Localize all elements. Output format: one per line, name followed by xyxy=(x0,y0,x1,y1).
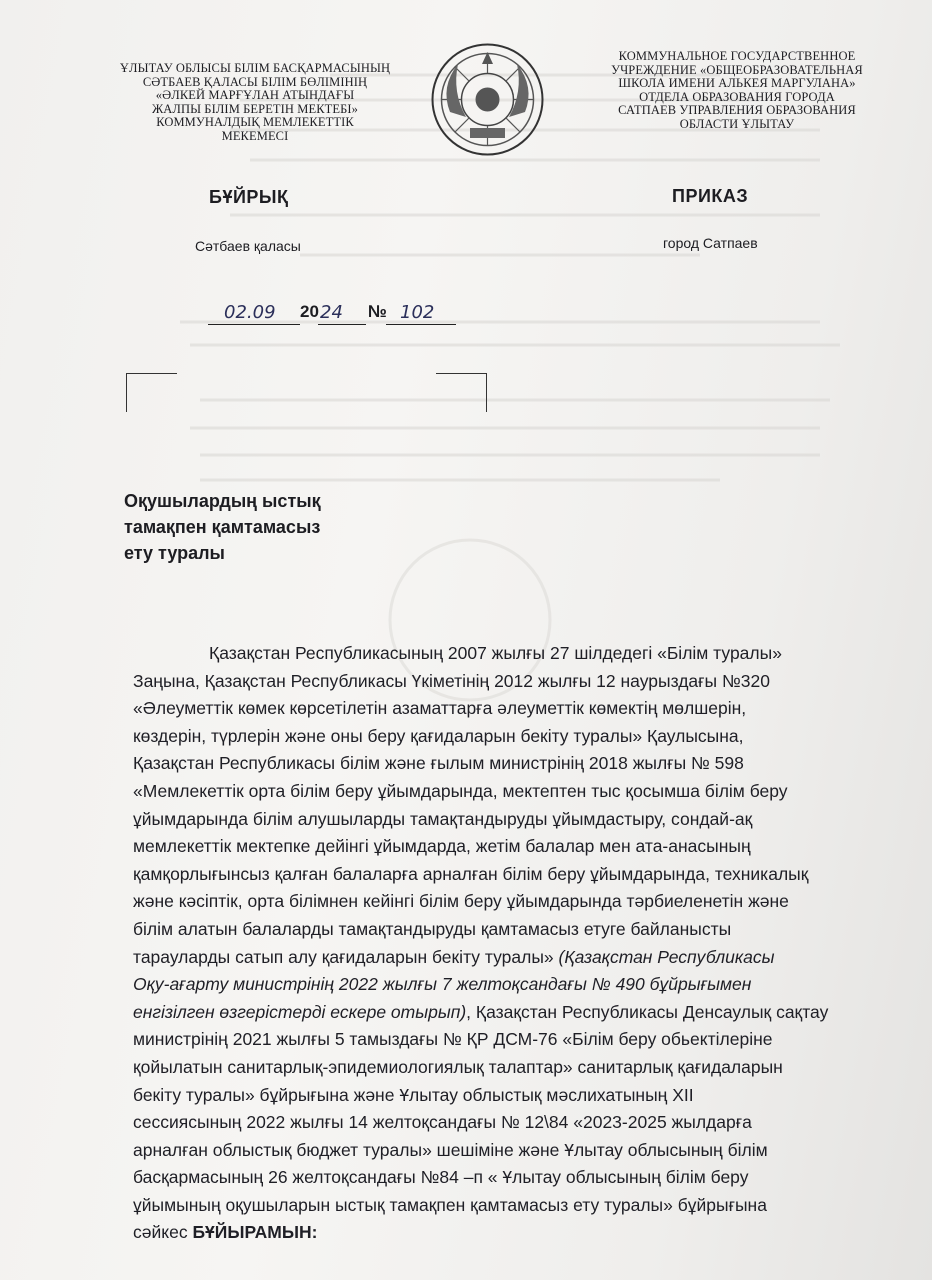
body-line: ұйымының оқушыларын ыстық тамақпен қамтамасыз ету туралы» бұйрығына xyxy=(133,1194,767,1215)
body-line: Қазақстан Республикасы білім және ғылым министрінің 2018 жылғы № 598 xyxy=(133,753,744,774)
body-line: білім алатын балаларды тамақтандыруды қамтамасыз етуге байланысты xyxy=(133,918,732,939)
body-text: сәйкес xyxy=(133,1222,193,1243)
state-emblem-icon xyxy=(430,42,545,157)
body-line: Қазақстан Республикасының 2007 жылғы 27 шілдедегі «Білім туралы» xyxy=(209,643,782,663)
header-ru-line: ОТДЕЛА ОБРАЗОВАНИЯ ГОРОДА xyxy=(639,89,835,104)
header-kz-line: МЕКЕМЕСІ xyxy=(221,128,289,143)
left-corner-bracket xyxy=(126,373,177,412)
body-line: «Әлеуметтік көмек көрсетілетін азаматтарға әлеуметтік көмектің мөлшерін, xyxy=(133,698,747,719)
order-subject xyxy=(124,488,384,566)
body-italic-text: (Қазақстан Республикасы xyxy=(558,946,775,967)
city-kz: Сәтбаев қаласы xyxy=(195,238,301,254)
subject-line: ету туралы xyxy=(124,543,225,563)
subject-line: Оқушылардың ыстық xyxy=(124,491,321,511)
body-line: қамқорлығынсыз қалған балаларға арналған білім беру ұйымдарында, техникалық xyxy=(133,863,809,884)
header-kz xyxy=(100,62,410,143)
body-line: және кәсіптік, орта білімнен кейінгі білім беру ұйымдарында тәрбиеленетін және xyxy=(133,891,789,912)
header-ru-line: УЧРЕЖДЕНИЕ «ОБЩЕОБРАЗОВАТЕЛЬНАЯ xyxy=(611,62,863,77)
body-line: басқармасының 26 желтоқсандағы №84 –п « Ұлытау облысының білім беру xyxy=(133,1167,749,1188)
handwritten-number: 102 xyxy=(400,302,435,323)
year-underline xyxy=(318,324,366,325)
number-sign: № xyxy=(368,302,387,321)
body-line xyxy=(133,944,903,972)
header-ru-line: ШКОЛА ИМЕНИ АЛЬКЕЯ МАРГУЛАНА» xyxy=(618,76,856,90)
body-line: министрінің 2021 жылғы 5 тамыздағы № ҚР ДСМ-76 «Білім беру обьектілеріне xyxy=(133,1029,773,1050)
body-line: бекіту туралы» бұйрығына және Ұлытау облыстық мәслихатының XII xyxy=(133,1084,694,1105)
handwritten-date: 02.09 xyxy=(224,302,276,323)
header-ru xyxy=(592,50,882,131)
right-corner-bracket xyxy=(436,373,487,412)
body-line xyxy=(133,1219,903,1247)
header-kz-line: СӘТБАЕВ ҚАЛАСЫ БІЛІМ БӨЛІМІНІҢ xyxy=(142,74,368,89)
header-kz-line: ҰЛЫТАУ ОБЛЫСЫ БІЛІМ БАСҚАРМАСЫНЫҢ xyxy=(119,61,391,75)
body-line: «Мемлекеттік орта білім беру ұйымдарында, мектептен тыс қосымша білім беру xyxy=(133,780,788,801)
body-line: қойылатын санитарлық-эпидемиологиялық талаптар» санитарлық қағидаларын xyxy=(133,1056,783,1077)
body-line: көздерін, түрлерін және оны беру қағидаларын бекіту туралы» Қаулысына, xyxy=(133,725,744,746)
number-underline xyxy=(386,324,456,325)
order-title-kz: БҰЙРЫҚ xyxy=(209,187,289,207)
body-line: арналған облыстық бюджет туралы» шешіміне және Ұлытау облысының білім xyxy=(133,1139,768,1160)
body-line: ұйымдарында білім алушыларды тамақтандыруды ұйымдастыру, сондай-ақ xyxy=(133,808,753,829)
body-text: тарауларды сатып алу қағидаларын бекіту туралы» xyxy=(133,946,559,967)
header-kz-line: ЖАЛПЫ БІЛІМ БЕРЕТІН МЕКТЕБІ» xyxy=(151,101,359,116)
body-line: мемлекеттік мектепке дейінгі ұйымдарда, жетім балалар мен ата-анасының xyxy=(133,836,751,857)
header-kz-line: КОММУНАЛДЫҚ МЕМЛЕКЕТТІК xyxy=(156,115,354,129)
body-italic-text: Оқу-ағарту министрінің 2022 жылғы 7 желтоқсандағы № 490 бұйрығымен xyxy=(133,974,752,995)
body-line xyxy=(133,971,903,999)
order-date-number-line xyxy=(208,300,468,330)
body-text: , Қазақстан Республикасы Денсаулық сақтау xyxy=(466,1001,829,1022)
order-directive: БҰЙЫРАМЫН: xyxy=(192,1222,318,1243)
header-ru-line: ОБЛАСТИ ҰЛЫТАУ xyxy=(679,116,795,131)
header-kz-line: «ӘЛКЕЙ МАРҒҰЛАН АТЫНДАҒЫ xyxy=(155,88,355,102)
date-underline xyxy=(208,324,300,325)
header-ru-line: КОММУНАЛЬНОЕ ГОСУДАРСТВЕННОЕ xyxy=(618,49,856,63)
header-ru-line: САТПАЕВ УПРАВЛЕНИЯ ОБРАЗОВАНИЯ xyxy=(618,103,856,117)
city-ru: город Сатпаев xyxy=(663,235,758,251)
subject-line: тамақпен қамтамасыз xyxy=(124,517,321,537)
body-line: Заңына, Қазақстан Республикасы Үкіметінің 2012 жылғы 12 наурыздағы №320 xyxy=(133,670,770,691)
year-prefix: 20 xyxy=(300,302,319,321)
body-line: сессиясының 2022 жылғы 14 желтоқсандағы № 12\84 «2023-2025 жылдарға xyxy=(133,1112,752,1133)
body-line xyxy=(133,999,903,1027)
order-body xyxy=(133,640,903,1247)
handwritten-year: 24 xyxy=(320,302,343,323)
body-italic-text: енгізілген өзгерістерді ескере отырып) xyxy=(133,1001,467,1022)
order-title-ru: ПРИКАЗ xyxy=(672,186,749,206)
